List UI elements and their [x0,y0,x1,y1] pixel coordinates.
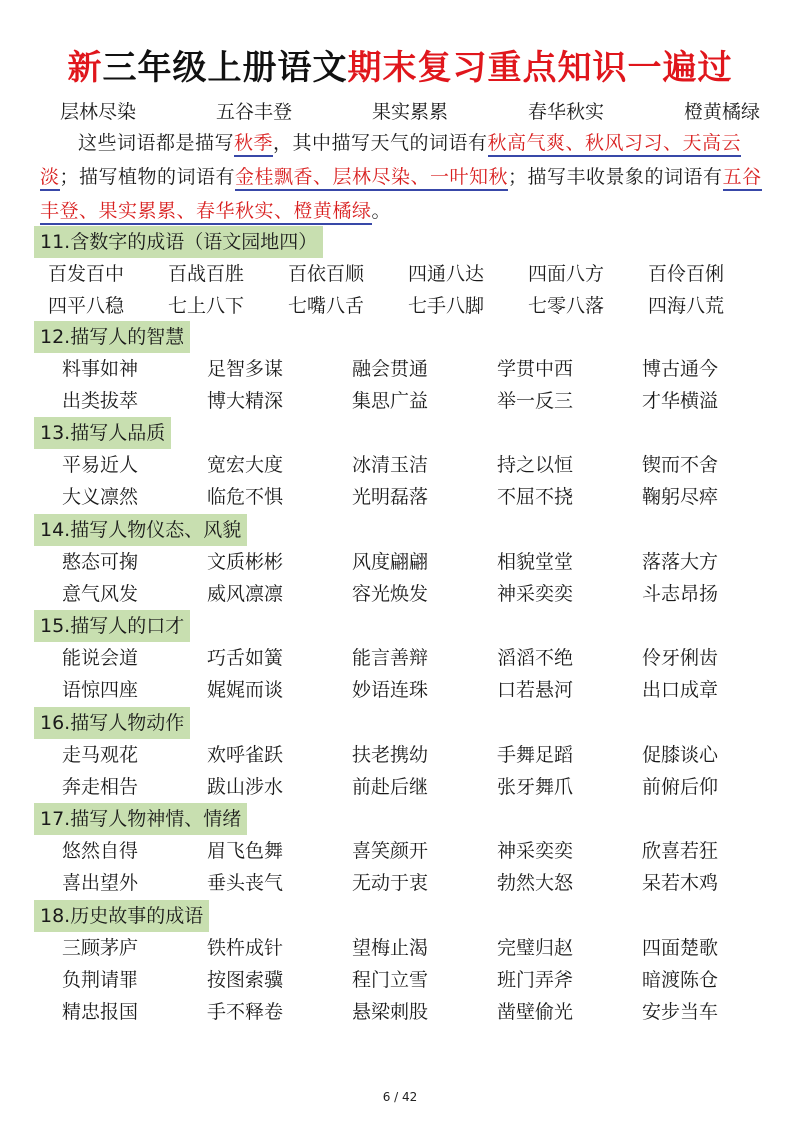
idiom: 七手八脚 [408,295,485,317]
idiom: 呆若木鸡 [642,872,719,894]
paragraph-text: ；描写植物的词语有 [59,166,236,188]
section-heading: 18.历史故事的成语 [34,900,209,932]
idiom-row [62,482,787,509]
idiom: 大义凛然 [62,486,139,508]
idiom: 垂头丧气 [207,872,284,894]
idiom-row [62,997,787,1024]
idiom: 完璧归赵 [497,937,574,959]
idiom: 持之以恒 [497,454,574,476]
section-heading: 16.描写人物动作 [34,707,190,739]
title-part-3: 期末复习重点知识一遍过 [347,48,733,88]
idiom: 七上八下 [168,295,245,317]
idiom: 三顾茅庐 [62,937,139,959]
idiom: 语惊四座 [62,679,139,701]
intro-word: 果实累累 [371,101,448,123]
idiom: 锲而不舍 [642,454,719,476]
idiom: 意气风发 [62,583,139,605]
idiom: 相貌堂堂 [497,551,574,573]
page-title [0,40,800,89]
idiom: 临危不惧 [207,486,284,508]
idiom: 百依百顺 [288,263,365,285]
highlight-harvest-words: 五谷丰登、果实累累、春华秋实、橙黄橘绿 [40,166,762,225]
idiom: 手舞足蹈 [497,744,574,766]
idiom: 四面楚歌 [642,937,719,959]
idiom: 滔滔不绝 [497,647,574,669]
idiom: 能言善辩 [352,647,429,669]
section-heading: 11.含数字的成语（语文园地四） [34,226,323,258]
section-heading: 15.描写人的口才 [34,610,190,642]
highlight-season: 秋季 [234,132,273,157]
idiom: 悬梁刺股 [352,1001,429,1023]
intro-word: 春华秋实 [527,101,604,123]
idiom: 七零八落 [528,295,605,317]
idiom-row [62,547,787,574]
idiom-row [62,643,787,670]
idiom: 神采奕奕 [497,583,574,605]
idiom: 伶牙俐齿 [642,647,719,669]
idiom: 喜笑颜开 [352,840,429,862]
idiom: 欢呼雀跃 [207,744,284,766]
idiom: 眉飞色舞 [207,840,284,862]
idiom-row [62,965,787,992]
idiom: 张牙舞爪 [497,776,574,798]
section-heading: 13.描写人品质 [34,417,171,449]
idiom: 能说会道 [62,647,139,669]
idiom: 望梅止渴 [352,937,429,959]
idiom: 班门弄斧 [497,969,574,991]
idiom-row [62,386,787,413]
idiom: 四面八方 [528,263,605,285]
idiom: 奔走相告 [62,776,139,798]
idiom-row [62,772,787,799]
idiom: 喜出望外 [62,872,139,894]
idiom: 不屈不挠 [497,486,574,508]
idiom: 落落大方 [642,551,719,573]
intro-word-row [60,97,760,124]
idiom: 凿壁偷光 [497,1001,574,1023]
paragraph-text: ，其中描写天气的词语有 [273,132,488,154]
idiom: 百发百中 [48,263,125,285]
idiom: 举一反三 [497,390,574,412]
idiom: 前赴后继 [352,776,429,798]
idiom-row [62,933,787,960]
idiom: 七嘴八舌 [288,295,365,317]
idiom-row [62,675,787,702]
idiom: 巧舌如簧 [207,647,284,669]
idiom: 四海八荒 [648,295,725,317]
paragraph-text: ；描写丰收景象的词语有 [508,166,723,188]
idiom: 欣喜若狂 [642,840,719,862]
page-number: 6 / 42 [382,1090,418,1104]
paragraph-text: 这些词语都是描写 [78,132,235,154]
section-heading: 14.描写人物仪态、风貌 [34,514,247,546]
idiom: 才华横溢 [642,390,719,412]
idiom-row [62,740,787,767]
idiom: 集思广益 [352,390,429,412]
idiom: 容光焕发 [352,583,429,605]
idiom: 料事如神 [62,358,139,380]
idiom: 程门立雪 [352,969,429,991]
idiom: 风度翩翩 [352,551,429,573]
intro-paragraph [40,126,762,228]
idiom: 融会贯通 [352,358,429,380]
idiom-row [48,259,768,286]
section-heading: 12.描写人的智慧 [34,321,190,353]
idiom: 按图索骥 [207,969,284,991]
idiom: 博大精深 [207,390,284,412]
highlight-weather-words: 秋高气爽、秋风习习、天高云淡 [40,132,741,191]
highlight-plant-words: 金桂飘香、层林尽染、一叶知秋 [235,166,508,191]
idiom: 无动于衷 [352,872,429,894]
idiom: 安步当车 [642,1001,719,1023]
idiom: 博古通今 [642,358,719,380]
idiom: 悠然自得 [62,840,139,862]
idiom-row [62,450,787,477]
idiom: 娓娓而谈 [207,679,284,701]
idiom: 铁杵成针 [207,937,284,959]
idiom: 百战百胜 [168,263,245,285]
idiom-row [48,291,768,318]
idiom: 百伶百俐 [648,263,725,285]
intro-word: 五谷丰登 [215,101,292,123]
idiom: 光明磊落 [352,486,429,508]
idiom: 神采奕奕 [497,840,574,862]
idiom: 手不释卷 [207,1001,284,1023]
idiom: 扶老携幼 [352,744,429,766]
idiom: 负荆请罪 [62,969,139,991]
idiom: 斗志昂扬 [642,583,719,605]
idiom: 口若悬河 [497,679,574,701]
idiom: 出类拔萃 [62,390,139,412]
idiom: 走马观花 [62,744,139,766]
idiom-row [62,579,787,606]
idiom: 平易近人 [62,454,139,476]
idiom-row [62,868,787,895]
idiom: 前俯后仰 [642,776,719,798]
idiom: 足智多谋 [207,358,284,380]
section-heading: 17.描写人物神情、情绪 [34,803,247,835]
idiom: 憨态可掬 [62,551,139,573]
paragraph-text: 。 [371,200,392,222]
idiom: 四通八达 [408,263,485,285]
idiom: 跋山涉水 [207,776,284,798]
idiom: 妙语连珠 [352,679,429,701]
title-part-1: 新 [67,48,103,88]
idiom: 出口成章 [642,679,719,701]
idiom: 促膝谈心 [642,744,719,766]
idiom-row [62,354,787,381]
idiom-row [62,836,787,863]
title-part-2: 三年级上册语文 [102,48,348,88]
idiom: 宽宏大度 [207,454,284,476]
idiom: 威风凛凛 [207,583,284,605]
intro-word: 层林尽染 [60,101,137,123]
idiom: 勃然大怒 [497,872,574,894]
idiom: 文质彬彬 [207,551,284,573]
intro-word: 橙黄橘绿 [683,101,760,123]
idiom: 暗渡陈仓 [642,969,719,991]
idiom: 四平八稳 [48,295,125,317]
idiom: 鞠躬尽瘁 [642,486,719,508]
idiom: 精忠报国 [62,1001,139,1023]
idiom: 冰清玉洁 [352,454,429,476]
idiom: 学贯中西 [497,358,574,380]
